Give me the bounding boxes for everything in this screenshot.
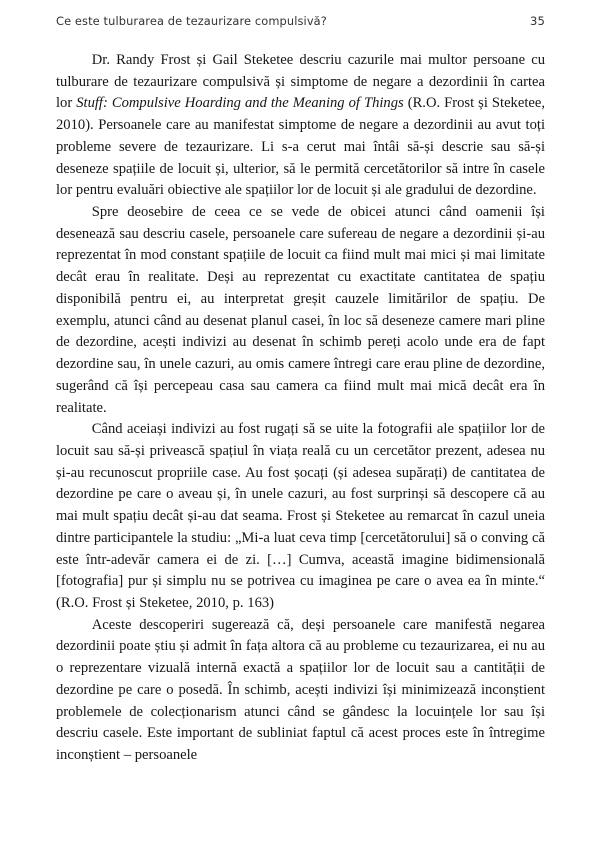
- book-title-italic: Stuff: Compulsive Hoarding and the Meaning of Things: [76, 95, 404, 112]
- paragraph-4: [56, 615, 545, 767]
- text-run: Aceste descoperiri sugerează că, deși persoanele care manifestă negarea dezordinii poate știu și admit în fața altora că au probleme cu tezaurizarea, ei nu au o reprezentare vizuală internă exactă a spațiilor lor de locuit sau a cantității de dezordine pe care o posedă. În schimb, acești indivizi își minimizează inconștient problemele de colecționarism atunci când se gândesc la locuințele lor sau își descriu casele. Este important de subliniat faptul că acest proces este în întregime inconștient – persoanele: [56, 616, 545, 763]
- text-run: Dr. Randy Frost și Gail Steketee descriu cazurile mai multor persoane cu tulburare de tezaurizare compulsivă și simptome de negare a dezordinii în cartea lor: [56, 52, 545, 112]
- paragraph-1: [56, 50, 545, 202]
- text-run: Spre deosebire de ceea ce se vede de obicei atunci când oamenii își desenează sau descriu casele, persoanele care sufereau de negare a dezordinii și-au reprezentat în mod constant spațiile de locuit ca fiind mult mai mici și mai limitate decât erau în realitate. Deși au reprezentat cu exactitate cantitatea de spațiu disponibilă pentru ei, au interpretat greșit cauzele limitărilor de spațiu. De exemplu, atunci când au desenat planul casei, în loc să deseneze camere mari pline de dezordine, acești indivizi au desenat în schimb pereți acolo unde era de fapt dezordine sau, în unele cazuri, au omis camere întregi care erau pline de dezordine, sugerând că își percepeau casa sau camera ca fiind mult mai mică decât era în realitate.: [56, 204, 545, 416]
- text-run: (R.O. Frost și Steketee, 2010). Persoanele care au manifestat simptome de negare a dezordinii au avut toți probleme severe de tezaurizare. Li s-a cerut mai întâi să-și descrie sau să-și deseneze spațiile de locuit și, ulterior, să le permită cercetătorilor să intre în casele lor pentru evaluări obiective ale spațiilor lor de locuit și ale gradului de dezordine.: [56, 95, 545, 199]
- text-run: Când aceiași indivizi au fost rugați să se uite la fotografii ale spațiilor lor de locuit sau să-și privească spațiul în viața reală cu un cercetător prezent, adesea nu și-au recunoscut propriile case. Au fost șocați (și adesea supărați) de cantitatea de dezordine pe care o aveau și, în unele cazuri, au fost surprinși să descopere că au mai mult spațiu decât și-au dat seama. Frost și Steketee au remarcat în cazul uneia dintre participantele la studiu: „Mi-a luat ceva timp [cercetătorului] să o conving că este într-adevăr camera ei de zi. […] Cumva, această imagine bidimensională [fotografia] pur și simplu nu se potrivea cu imaginea pe care o avea ea în minte.“ (R.O. Frost și Steketee, 2010, p. 163): [56, 421, 545, 611]
- running-header: [56, 14, 545, 28]
- body-text-block: [56, 50, 545, 767]
- running-header-title: Ce este tulburarea de tezaurizare compulsivă?: [56, 14, 327, 28]
- page-number: 35: [530, 14, 545, 28]
- paragraph-3: [56, 419, 545, 614]
- paragraph-2: [56, 202, 545, 419]
